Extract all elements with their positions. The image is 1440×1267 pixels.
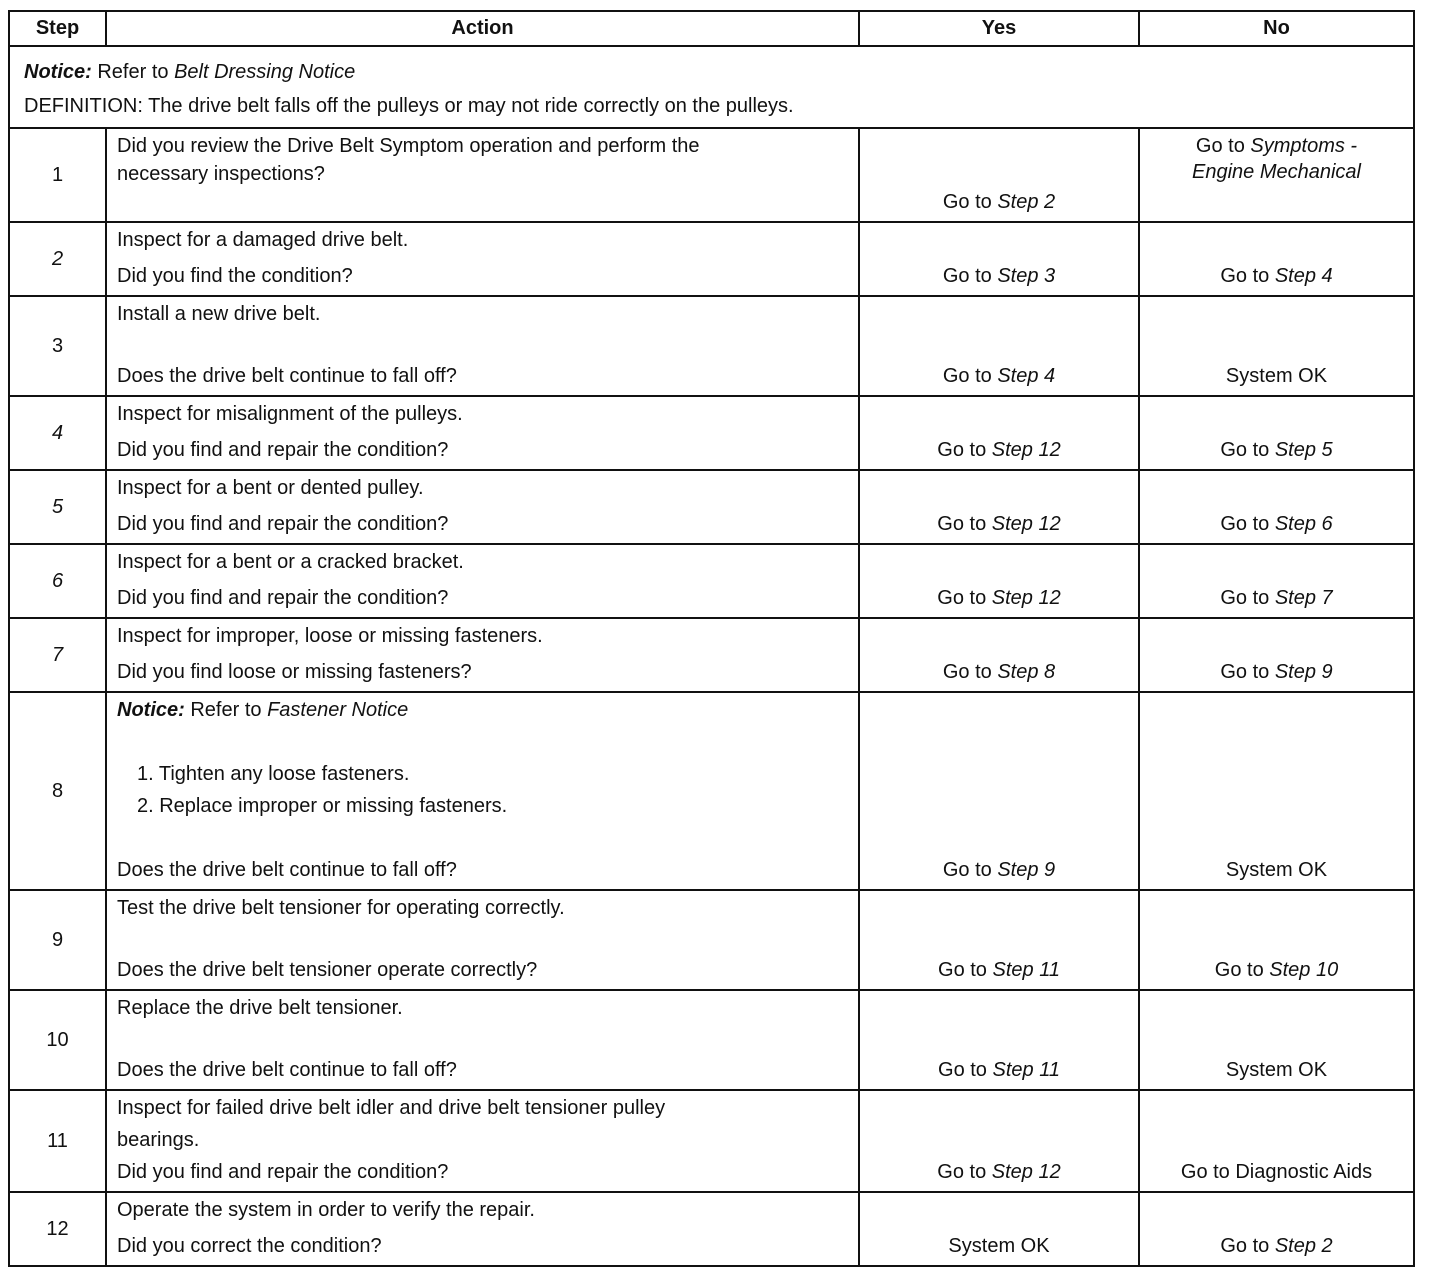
text: Go to [1214,959,1270,981]
yes-cell [859,618,1139,692]
step-reference[interactable]: Step 12 [991,1161,1061,1183]
action-cell [106,296,859,396]
text: bearings. [117,1129,200,1151]
text: System OK [1225,365,1328,387]
text: Go to [1220,661,1275,683]
yes-cell [859,890,1139,990]
step-number: 8 [9,692,106,890]
action-line [117,511,848,537]
no-cell [1139,618,1414,692]
action-line [117,1127,848,1153]
text: System OK [1225,859,1328,881]
belt-dressing-notice-link[interactable]: Belt Dressing Notice [174,61,356,83]
yes-cell [859,222,1139,296]
text: Go to [1220,439,1275,461]
text: Did you find and repair the condition? [117,587,449,609]
action-line [117,761,848,787]
step-reference[interactable]: Step 6 [1274,513,1333,535]
step-reference[interactable]: Engine Mechanical [1192,161,1361,183]
step-reference[interactable]: Step 9 [997,859,1056,881]
no-cell [1139,470,1414,544]
action-line [117,957,848,983]
action-line [117,1057,848,1083]
table-row [9,544,1414,618]
table-row [9,990,1414,1090]
table-row [9,470,1414,544]
action-cell [106,1192,859,1266]
action-line [117,161,848,187]
action-line [117,1095,848,1121]
text: Go to [1220,587,1275,609]
table-row [9,128,1414,222]
action-line [117,189,848,215]
no-cell [1139,990,1414,1090]
step-number: 5 [9,470,106,544]
step-reference[interactable]: Step 9 [1274,661,1333,683]
step-number: 4 [9,396,106,470]
text: Go to [942,859,998,881]
table-row [9,1090,1414,1192]
action-line [117,1159,848,1185]
step-reference[interactable]: Step 5 [1274,439,1333,461]
action-cell [106,990,859,1090]
diagnostic-table [8,10,1415,1267]
text: Inspect for failed drive belt idler and drive belt tensioner pulley [117,1097,666,1119]
no-cell [1139,692,1414,890]
header-no: No [1139,11,1414,46]
action-line [117,227,848,253]
step-reference[interactable]: Step 4 [997,365,1056,387]
text: Refer to [184,699,268,721]
text: Does the drive belt continue to fall off? [117,365,457,387]
step-reference[interactable]: Step 8 [997,661,1056,683]
text: Go to [937,439,992,461]
yes-cell [859,1090,1139,1192]
action-line [117,1197,848,1223]
table-row [9,296,1414,396]
text: Go to [937,1161,992,1183]
text: Go to [938,959,993,981]
notice-row [9,46,1414,128]
text: Inspect for a damaged drive belt. [117,229,409,251]
header-action: Action [106,11,859,46]
action-cell [106,128,859,222]
no-cell [1139,222,1414,296]
no-cell [1139,296,1414,396]
action-line [117,697,848,723]
action-cell [106,222,859,296]
no-cell [1139,1192,1414,1266]
action-cell [106,692,859,890]
step-number: 7 [9,618,106,692]
action-line [117,895,848,921]
text: Did you find and repair the condition? [117,439,449,461]
text: Replace the drive belt tensioner. [117,997,403,1019]
action-line [117,133,848,159]
step-reference[interactable]: Symptoms - [1250,135,1358,157]
table-row [9,618,1414,692]
action-line [117,549,848,575]
text: Inspect for a bent or a cracked bracket. [117,551,464,573]
step-reference[interactable]: Step 12 [991,439,1061,461]
yes-cell [859,990,1139,1090]
text: Go to [942,661,998,683]
table-row [9,222,1414,296]
text: Operate the system in order to verify the repair. [117,1199,535,1221]
action-line [117,363,848,389]
no-cell [1139,1090,1414,1192]
text: Does the drive belt continue to fall off? [117,859,457,881]
text: Did you find loose or missing fasteners? [117,661,472,683]
step-number: 10 [9,990,106,1090]
text: Test the drive belt tensioner for operating correctly. [117,897,565,919]
step-number: 9 [9,890,106,990]
no-cell [1139,890,1414,990]
text: Go to [937,513,992,535]
step-reference[interactable]: Step 3 [997,265,1056,287]
yes-cell [859,544,1139,618]
text: 1. Tighten any loose fasteners. [137,763,410,785]
table-row [9,1192,1414,1266]
step-reference[interactable]: Step 2 [997,191,1056,213]
text: Go to [942,265,998,287]
step-number: 2 [9,222,106,296]
text: System OK [948,1235,1050,1257]
text: Inspect for a bent or dented pulley. [117,477,424,499]
text: Go to [942,365,998,387]
text: Did you find and repair the condition? [117,513,449,535]
text: Install a new drive belt. [117,303,321,325]
notice-line: Notice: Refer to Belt Dressing Notice [24,61,356,83]
step-reference[interactable]: Step 10 [1269,959,1339,981]
action-line [117,623,848,649]
step-number: 11 [9,1090,106,1192]
table-row [9,890,1414,990]
text: Go to [1195,135,1251,157]
header-row [9,11,1414,46]
text: System OK [1225,1059,1328,1081]
text: Go to [1220,513,1275,535]
text: Go to [942,191,998,213]
action-line [117,1233,848,1259]
text: necessary inspections? [117,163,325,185]
action-line [117,401,848,427]
text: Did you correct the condition? [117,1235,382,1257]
action-line [117,729,848,755]
step-reference[interactable]: Step 11 [992,1059,1060,1081]
yes-cell [859,396,1139,470]
step-reference[interactable]: Step 2 [1274,1235,1333,1257]
text: Does the drive belt continue to fall off? [117,1059,457,1081]
action-line [117,857,848,883]
action-cell [106,618,859,692]
action-line [117,585,848,611]
text: Go to [937,587,992,609]
yes-cell [859,128,1139,222]
no-cell [1139,544,1414,618]
text: Inspect for misalignment of the pulleys. [117,403,463,425]
action-line [117,793,848,819]
text: Does the drive belt tensioner operate correctly? [117,959,538,981]
text: 2. Replace improper or missing fasteners. [137,795,508,817]
step-number: 12 [9,1192,106,1266]
yes-cell [859,692,1139,890]
action-line [117,437,848,463]
no-cell [1139,396,1414,470]
action-line [117,263,848,289]
text: Did you find the condition? [117,265,353,287]
no-cell [1139,128,1414,222]
action-cell [106,470,859,544]
text: Go to [938,1059,993,1081]
step-number: 1 [9,128,106,222]
definition-line: DEFINITION: The drive belt falls off the pulleys or may not ride correctly on the pulleys. [24,95,794,117]
action-cell [106,1090,859,1192]
action-line [117,475,848,501]
text: Did you review the Drive Belt Symptom operation and perform the [117,135,700,157]
text: Did you find and repair the condition? [117,1161,449,1183]
step-reference[interactable]: Fastener Notice [267,699,409,721]
action-cell [106,544,859,618]
step-reference[interactable]: Step 11 [992,959,1060,981]
text: Notice: [117,699,185,721]
action-line [117,825,848,851]
text: Inspect for improper, loose or missing fasteners. [117,625,543,647]
action-cell [106,890,859,990]
header-step: Step [9,11,106,46]
table-row [9,396,1414,470]
step-reference[interactable]: Step 4 [1274,265,1333,287]
text: Go to [1220,1235,1275,1257]
action-line [117,1026,848,1052]
action-line [117,926,848,952]
header-yes: Yes [859,11,1139,46]
action-line [117,995,848,1021]
action-line [117,659,848,685]
action-cell [106,396,859,470]
text: Go to [1220,265,1275,287]
step-number: 6 [9,544,106,618]
yes-cell [859,296,1139,396]
step-number: 3 [9,296,106,396]
table-row [9,692,1414,890]
action-line [117,332,848,358]
step-reference[interactable]: Step 12 [991,513,1061,535]
yes-cell [859,470,1139,544]
text: Go to Diagnostic Aids [1180,1161,1373,1183]
action-line [117,301,848,327]
yes-cell [859,1192,1139,1266]
step-reference[interactable]: Step 12 [991,587,1061,609]
step-reference[interactable]: Step 7 [1274,587,1333,609]
